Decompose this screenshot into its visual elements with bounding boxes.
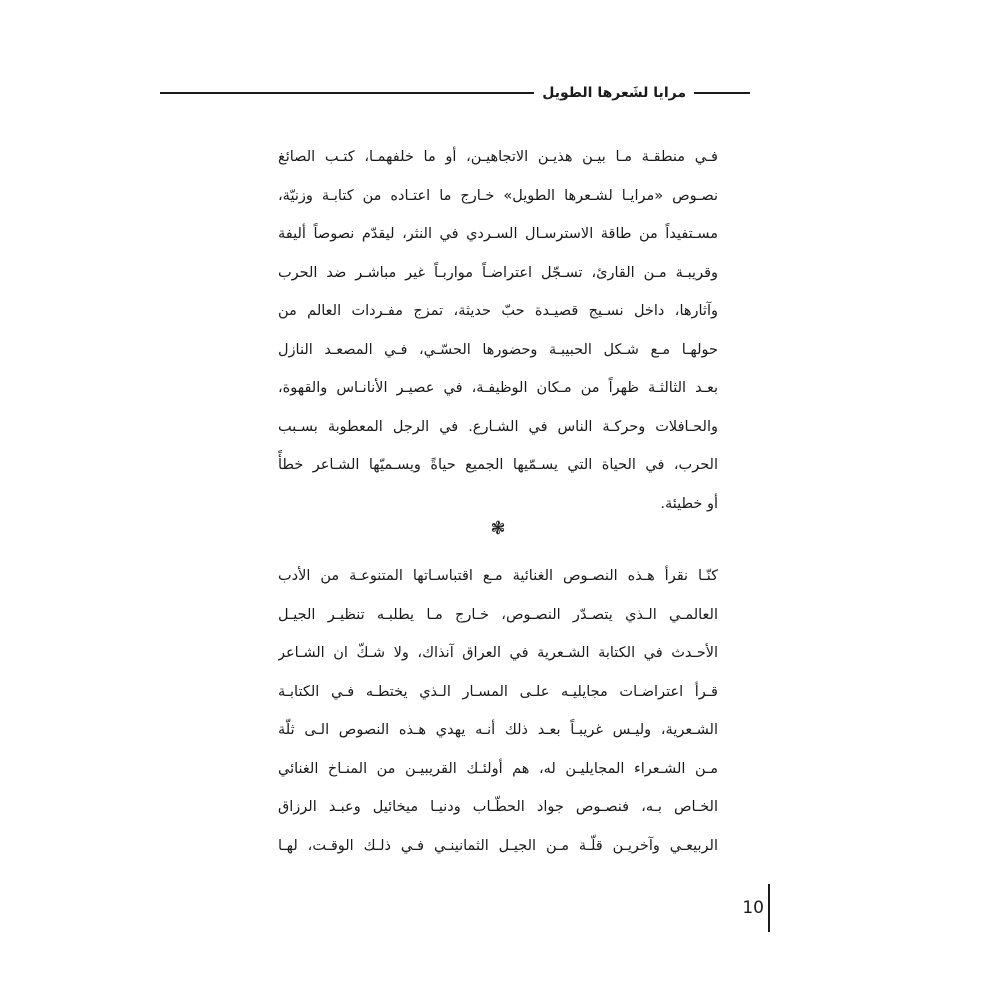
page-number-rule <box>768 884 770 932</box>
text-line: حولهـا مـع شـكل الحبيبـة وحضورها الحسّـي، فـي المصعـد النازل <box>278 341 718 358</box>
text-line: قـرأ اعتراضـات مجايليـه علـى المسـار الـذي يختطـه فـي الكتابـة <box>278 683 718 700</box>
text-line: الأحـدث في الكتابة الشـعرية في العراق آنذاك، ولا شـكّ ان الشـاعر <box>278 645 718 661</box>
text-line: وآثارها، داخل نسـيج قصيـدة حبّ حديثة، تمزج مفـردات العالم من <box>278 303 718 319</box>
running-header-title: مرايا لشَعرها الطويل <box>542 85 686 101</box>
paragraph-2 <box>278 557 718 865</box>
text-line: فـي منطقـة مـا بيـن هذيـن الاتجاهيـن، أو ما خلفهمـا، كتـب الصائغ <box>278 149 718 165</box>
text-line: الشـعرية، وليـس غريبـاً بعـد ذلك أنـه يهدي هـذه النصوص الـى ثلّة <box>278 722 718 738</box>
text-line: وقريبـة مـن القارئ، تسـجّل اعتراضـاً مواربـاً غير مباشـر ضد الحرب <box>278 264 718 281</box>
section-separator-ornament: ❃ <box>490 518 506 539</box>
text-line: مـن الشـعراء المجايليـن له، هم أولئـك القريبيـن من المنـاخ الغنائي <box>278 760 718 777</box>
text-line: نصـوص «مرايـا لشـعرها الطويل» خـارج ما اعتـاده من كتابـة وزنيّة، <box>278 187 718 204</box>
text-line: والحـافلات وحركـة الناس في الشـارع. في الرجل المعطوبة بسـبب <box>278 418 718 435</box>
page-number: 10 <box>742 898 764 918</box>
paragraph-1 <box>278 138 718 523</box>
text-line: بعـد الثالثـة ظهراً من مـكان الوظيفـة، في عصيـر الأنانـاس والقهوة، <box>278 380 718 396</box>
running-header <box>160 78 750 108</box>
header-rule-long <box>160 92 534 94</box>
text-line-last: أو خطيئة. <box>660 495 718 512</box>
text-line: الربيعـي وآخريـن قلّـة مـن الجيـل الثمانينـي فـي ذلـك الوقـت، لهـا <box>278 837 718 854</box>
text-line: الخـاص بـه، فنصـوص جواد الحطّـاب ودنيـا ميخائيل وعبـد الرزاق <box>278 799 718 815</box>
text-line: العالمـي الـذي يتصـدّر النصـوص، خـارج مـا يطلبـه تنظيـر الجيـل <box>278 606 718 623</box>
text-line: كنّـا نقرأ هـذه النصـوص الغنائية مـع اقتباسـاتها المتنوعـة من الأدب <box>278 568 718 584</box>
text-line: الحرب، في الحياة التي يسـمّيها الجميع حياةً ويسـميّها الشـاعر خطأً <box>278 457 718 473</box>
text-line: مسـتفيداً من طاقة الاسترسـال السـردي في النثر، ليقدّم نصوصاً أليفة <box>278 226 718 242</box>
header-rule-short <box>694 92 750 94</box>
